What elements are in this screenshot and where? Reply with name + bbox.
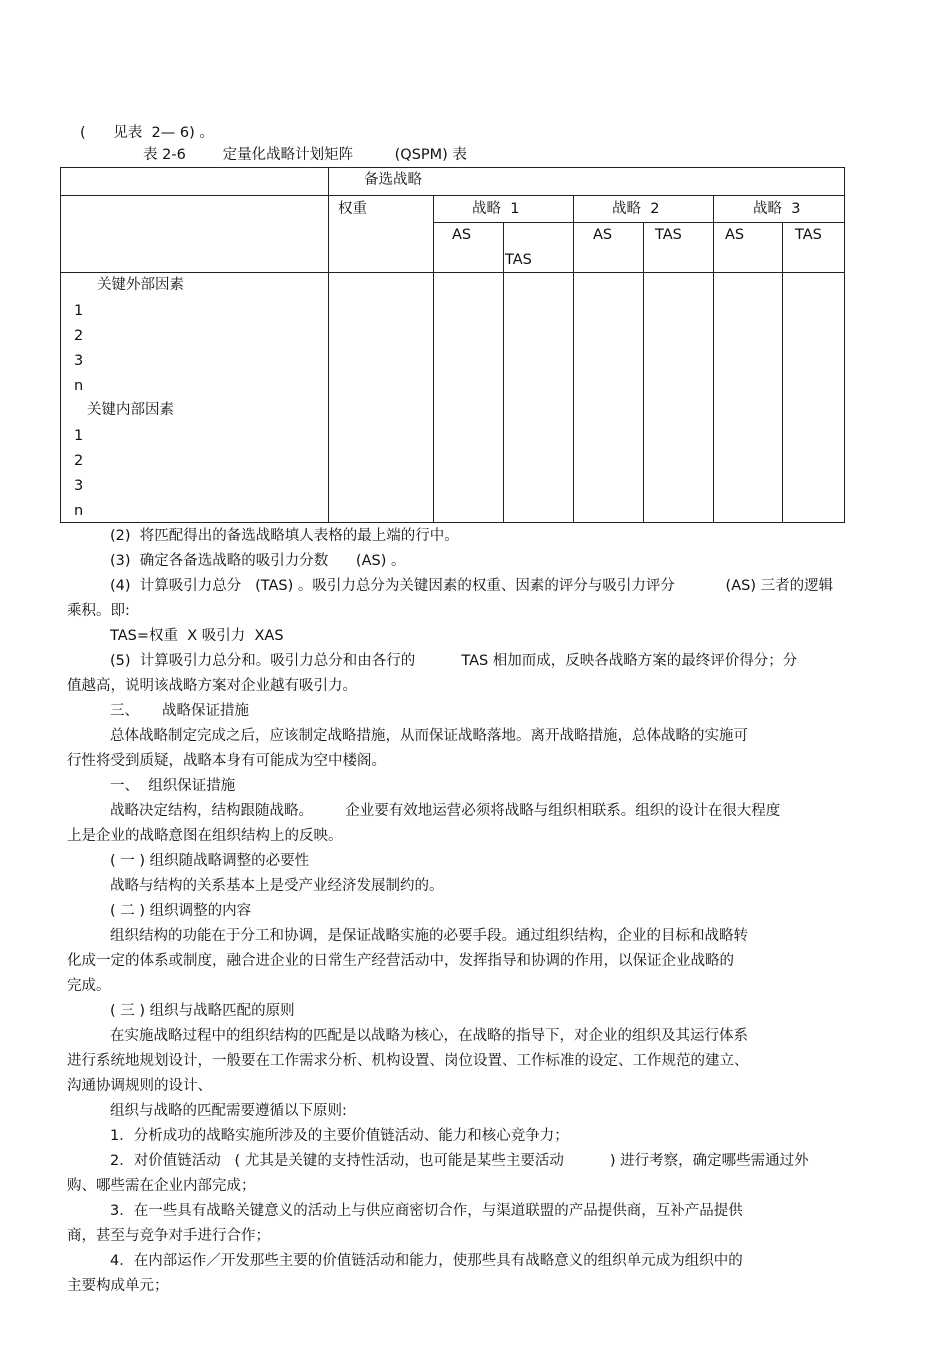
external-item: 3 [74, 353, 84, 369]
paragraph: 完成。 [67, 978, 111, 994]
table-caption: 表 2-6 定量化战略计划矩阵 (QSPM) 表 [143, 147, 467, 163]
paragraph: 战略决定结构，结构跟随战略。 企业要有效地运营必须将战略与组织相联系。组织的设计在很大程度 [110, 803, 781, 819]
principle-item: 2．对价值链活动 ( 尤其是关键的支持性活动，也可能是某些主要活动 ) 进行考察，确定哪些需通过外 [110, 1153, 809, 1169]
internal-item: 1 [74, 428, 84, 444]
see-table-note: ( 见表 2— 6) 。 [80, 125, 214, 141]
formula: TAS=权重 X 吸引力 XAS [110, 628, 284, 644]
internal-item: 3 [74, 478, 84, 494]
internal-factors-title: 关键内部因素 [87, 402, 174, 418]
paragraph: 沟通协调规则的设计、 [67, 1078, 212, 1094]
header-tas-3: TAS [795, 227, 822, 243]
para-step-2: (2) 将匹配得出的备选战略填人表格的最上端的行中。 [110, 528, 459, 544]
section-heading: 三、 战略保证措施 [110, 703, 250, 719]
header-strategy-2: 战略 2 [612, 201, 660, 217]
para-step-5-cont: 值越高，说明该战略方案对企业越有吸引力。 [67, 678, 357, 694]
internal-item: n [74, 503, 84, 519]
header-strategy-3: 战略 3 [753, 201, 801, 217]
header-as-3: AS [725, 227, 745, 243]
paragraph: 行性将受到质疑，战略本身有可能成为空中楼阁。 [67, 753, 386, 769]
para-step-4-cont: 乘积。即: [67, 603, 130, 619]
paragraph: 战略与结构的关系基本上是受产业经济发展制约的。 [110, 878, 444, 894]
paragraph: 进行系统地规划设计，一般要在工作需求分析、机构设置、岗位设置、工作标准的设定、工作规范的建立、 [67, 1053, 749, 1069]
header-as-2: AS [593, 227, 613, 243]
header-weight: 权重 [338, 201, 367, 217]
subsection-heading: ( 二 ) 组织调整的内容 [110, 903, 252, 919]
paragraph: 总体战略制定完成之后，应该制定战略措施，从而保证战略落地。离开战略措施，总体战略的实施可 [110, 728, 748, 744]
header-tas-2: TAS [655, 227, 682, 243]
external-factors-title: 关键外部因素 [97, 277, 184, 293]
principle-item-cont: 购、哪些需在企业内部完成； [67, 1178, 256, 1194]
principle-item: 1．分析成功的战略实施所涉及的主要价值链活动、能力和核心竞争力； [110, 1128, 569, 1144]
para-step-5: (5) 计算吸引力总分和。吸引力总分和由各行的 TAS 相加而成，反映各战略方案的最终评价得分；分 [110, 653, 798, 669]
principle-item-cont: 商，甚至与竞争对手进行合作； [67, 1228, 270, 1244]
para-step-4: (4) 计算吸引力总分 (TAS) 。吸引力总分为关键因素的权重、因素的评分与吸引力评分 (AS) 三者的逻辑 [110, 578, 834, 594]
paragraph: 组织结构的功能在于分工和协调，是保证战略实施的必要手段。通过组织结构，企业的目标和战略转 [110, 928, 748, 944]
external-item: 1 [74, 303, 84, 319]
para-step-3: (3) 确定各备选战略的吸引力分数 (AS) 。 [110, 553, 406, 569]
principle-item: 3．在一些具有战略关键意义的活动上与供应商密切合作，与渠道联盟的产品提供商，互补产品提供 [110, 1203, 743, 1219]
header-tas-1: TAS [505, 252, 532, 268]
external-item: 2 [74, 328, 84, 344]
section-heading: 一、 组织保证措施 [110, 778, 236, 794]
principle-item-cont: 主要构成单元； [67, 1278, 169, 1294]
internal-item: 2 [74, 453, 84, 469]
external-item: n [74, 378, 84, 394]
principle-item: 4．在内部运作／开发那些主要的价值链活动和能力，使那些具有战略意义的组织单元成为组织中的 [110, 1253, 743, 1269]
paragraph: 化成一定的体系或制度，融合进企业的日常生产经营活动中，发挥指导和协调的作用，以保证企业战略的 [67, 953, 734, 969]
paragraph: 上是企业的战略意图在组织结构上的反映。 [67, 828, 343, 844]
header-alternative-strategies: 备选战略 [364, 172, 422, 188]
subsection-heading: ( 一 ) 组织随战略调整的必要性 [110, 853, 310, 869]
header-strategy-1: 战略 1 [472, 201, 520, 217]
subsection-heading: ( 三 ) 组织与战略匹配的原则 [110, 1003, 295, 1019]
paragraph: 在实施战略过程中的组织结构的匹配是以战略为核心，在战略的指导下，对企业的组织及其运行体系 [110, 1028, 748, 1044]
paragraph: 组织与战略的匹配需要遵循以下原则: [110, 1103, 347, 1119]
header-as-1: AS [452, 227, 472, 243]
